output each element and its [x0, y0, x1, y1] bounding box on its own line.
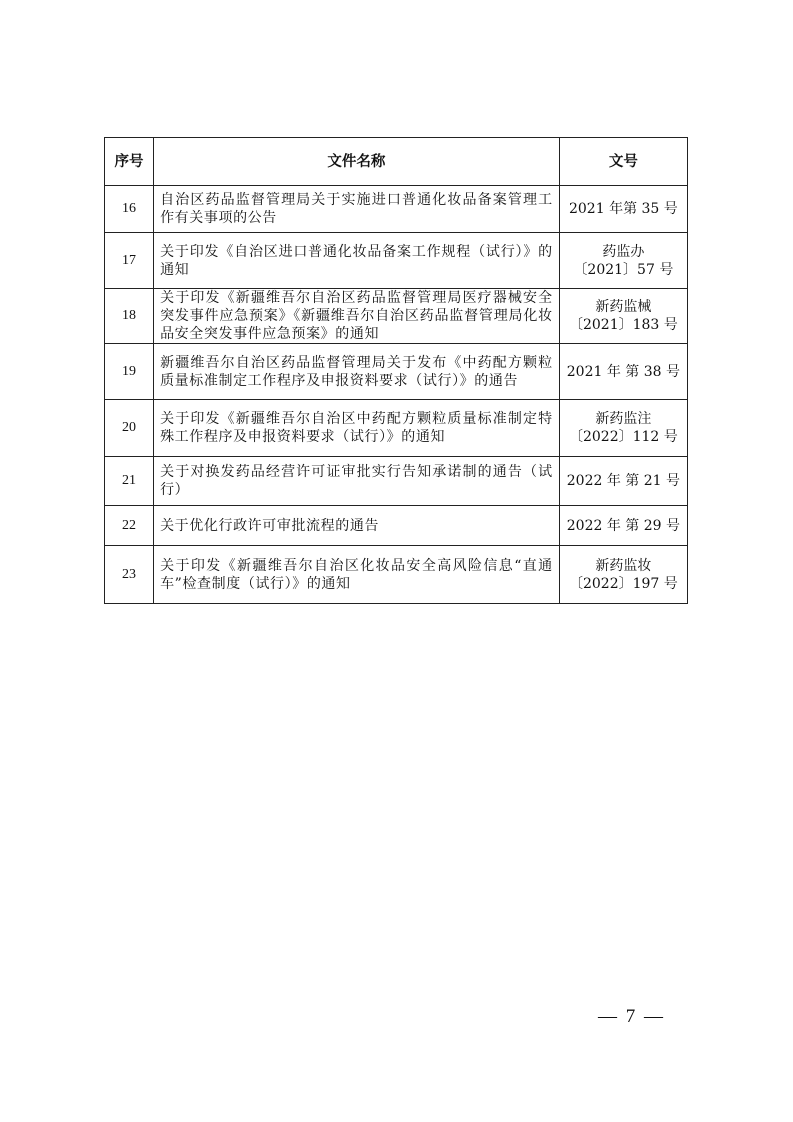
row-document-name: 关于印发《自治区进口普通化妆品备案工作规程（试行）》的通知	[154, 233, 560, 289]
header-document-name: 文件名称	[154, 138, 560, 186]
table-body	[105, 186, 688, 604]
row-document-code	[559, 289, 687, 344]
header-document-code: 文号	[559, 138, 687, 186]
table-row	[105, 457, 688, 506]
document-code-line: 2021 年第 35 号	[568, 201, 678, 217]
document-code-line: 〔2022〕112 号	[568, 429, 678, 445]
document-code-line: 新药监妆	[595, 557, 652, 574]
row-serial-number: 21	[105, 457, 154, 506]
row-document-code	[559, 506, 687, 546]
row-document-name: 关于印发《新疆维吾尔自治区药品监督管理局医疗器械安全突发事件应急预案》《新疆维吾尔自治区药品监督管理局化妆品安全突发事件应急预案》的通知	[154, 289, 560, 344]
document-code-line: 新药监注	[595, 411, 652, 427]
row-document-name: 自治区药品监督管理局关于实施进口普通化妆品备案管理工作有关事项的公告	[154, 186, 560, 233]
page-number: — 7 —	[598, 1006, 665, 1027]
row-serial-number: 16	[105, 186, 154, 233]
table-row	[105, 289, 688, 344]
row-serial-number: 17	[105, 233, 154, 289]
row-document-code	[559, 233, 687, 289]
document-code-line: 2022 年 第 21 号	[566, 473, 680, 489]
row-document-name: 关于印发《新疆维吾尔自治区化妆品安全高风险信息“直通车”检查制度（试行）》的通知	[154, 546, 560, 604]
table-row	[105, 233, 688, 289]
row-document-name: 关于对换发药品经营许可证审批实行告知承诺制的通告（试行）	[154, 457, 560, 506]
document-code-line: 〔2021〕183 号	[568, 317, 678, 333]
row-document-code	[559, 546, 687, 604]
document-code-line: 2021 年 第 38 号	[566, 363, 680, 380]
row-serial-number: 23	[105, 546, 154, 604]
document-code-line: 药监办	[602, 243, 645, 260]
document-table	[104, 137, 688, 604]
row-serial-number: 22	[105, 506, 154, 546]
row-document-name: 新疆维吾尔自治区药品监督管理局关于发布《中药配方颗粒质量标准制定工作程序及申报资料要求（试行）》的通告	[154, 344, 560, 400]
row-serial-number: 18	[105, 289, 154, 344]
row-document-code	[559, 400, 687, 457]
table-row	[105, 400, 688, 457]
document-code-line: 〔2022〕197 号	[568, 575, 678, 592]
document-code-line: 〔2021〕57 号	[573, 261, 674, 278]
table-row	[105, 546, 688, 604]
table-row	[105, 186, 688, 233]
row-document-code	[559, 457, 687, 506]
row-document-name: 关于印发《新疆维吾尔自治区中药配方颗粒质量标准制定特殊工作程序及申报资料要求（试行）》的通知	[154, 400, 560, 457]
document-code-line: 新药监械	[595, 299, 652, 315]
table-header-row	[105, 138, 688, 186]
row-document-code	[559, 344, 687, 400]
table-row	[105, 344, 688, 400]
row-serial-number: 20	[105, 400, 154, 457]
header-serial-number: 序号	[105, 138, 154, 186]
document-code-line: 2022 年 第 29 号	[566, 517, 680, 534]
table-row	[105, 506, 688, 546]
row-document-name: 关于优化行政许可审批流程的通告	[154, 506, 560, 546]
row-document-code	[559, 186, 687, 233]
row-serial-number: 19	[105, 344, 154, 400]
